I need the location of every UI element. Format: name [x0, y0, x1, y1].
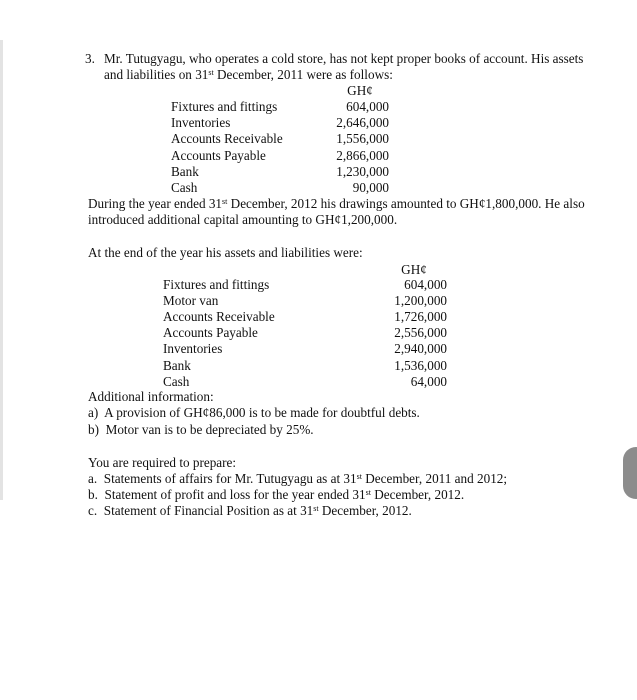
opening-currency-header: GH¢ — [347, 83, 373, 98]
left-edge-bar — [0, 40, 3, 500]
balance-value: 1,200,000 — [394, 293, 447, 309]
balance-value: 604,000 — [346, 99, 389, 114]
balance-label: Inventories — [171, 115, 231, 131]
balance-label: Inventories — [163, 341, 223, 357]
required-heading: You are required to prepare: — [88, 455, 237, 470]
balance-value: 1,726,000 — [394, 309, 447, 325]
balance-value: 1,536,000 — [394, 357, 447, 373]
required-item: a. Statements of affairs for Mr. Tutugyagu as at 31st December, 2011 and 2012; — [88, 471, 508, 486]
balance-label: Accounts Payable — [171, 147, 266, 163]
balance-label: Cash — [171, 180, 198, 195]
intro-line-2: and liabilities on 31st December, 2011 were as follows: — [104, 67, 393, 82]
closing-currency-header: GH¢ — [401, 262, 427, 277]
additional-item: a) A provision of GH¢86,000 is to be made for doubtful debts. — [88, 405, 420, 420]
balance-value: 2,940,000 — [394, 341, 447, 357]
intro-line-1: Mr. Tutugyagu, who operates a cold store, has not kept proper books of account. His assets — [104, 51, 584, 66]
balance-value: 2,556,000 — [394, 325, 447, 341]
additional-heading: Additional information: — [88, 389, 214, 404]
balance-value: 90,000 — [352, 180, 389, 195]
additional-item: b) Motor van is to be depreciated by 25%. — [88, 422, 314, 437]
balance-value: 64,000 — [410, 373, 447, 389]
question-number: 3. — [85, 51, 95, 66]
balance-label: Accounts Receivable — [171, 131, 283, 147]
scroll-thumb[interactable] — [623, 447, 637, 499]
balance-value: 2,646,000 — [336, 115, 389, 131]
required-item: c. Statement of Financial Position as at 31st December, 2012. — [88, 503, 412, 518]
balance-value: 2,866,000 — [336, 147, 389, 163]
balance-value: 604,000 — [404, 277, 447, 292]
required-item: b. Statement of profit and loss for the year ended 31st December, 2012. — [88, 487, 465, 502]
during-line-2: introduced additional capital amounting to GH¢1,200,000. — [88, 212, 398, 227]
balance-label: Bank — [163, 357, 191, 373]
during-line-1: During the year ended 31st December, 2012 his drawings amounted to GH¢1,800,000. He also — [88, 196, 585, 211]
balance-label: Accounts Receivable — [163, 309, 275, 325]
balance-label: Accounts Payable — [163, 325, 258, 341]
balance-label: Motor van — [163, 293, 219, 309]
balance-value: 1,230,000 — [336, 163, 389, 179]
balance-label: Cash — [163, 373, 190, 389]
closing-heading: At the end of the year his assets and liabilities were: — [88, 245, 363, 260]
balance-value: 1,556,000 — [336, 131, 389, 147]
balance-label: Fixtures and fittings — [163, 277, 270, 292]
balance-label: Bank — [171, 163, 199, 179]
balance-label: Fixtures and fittings — [171, 99, 278, 114]
